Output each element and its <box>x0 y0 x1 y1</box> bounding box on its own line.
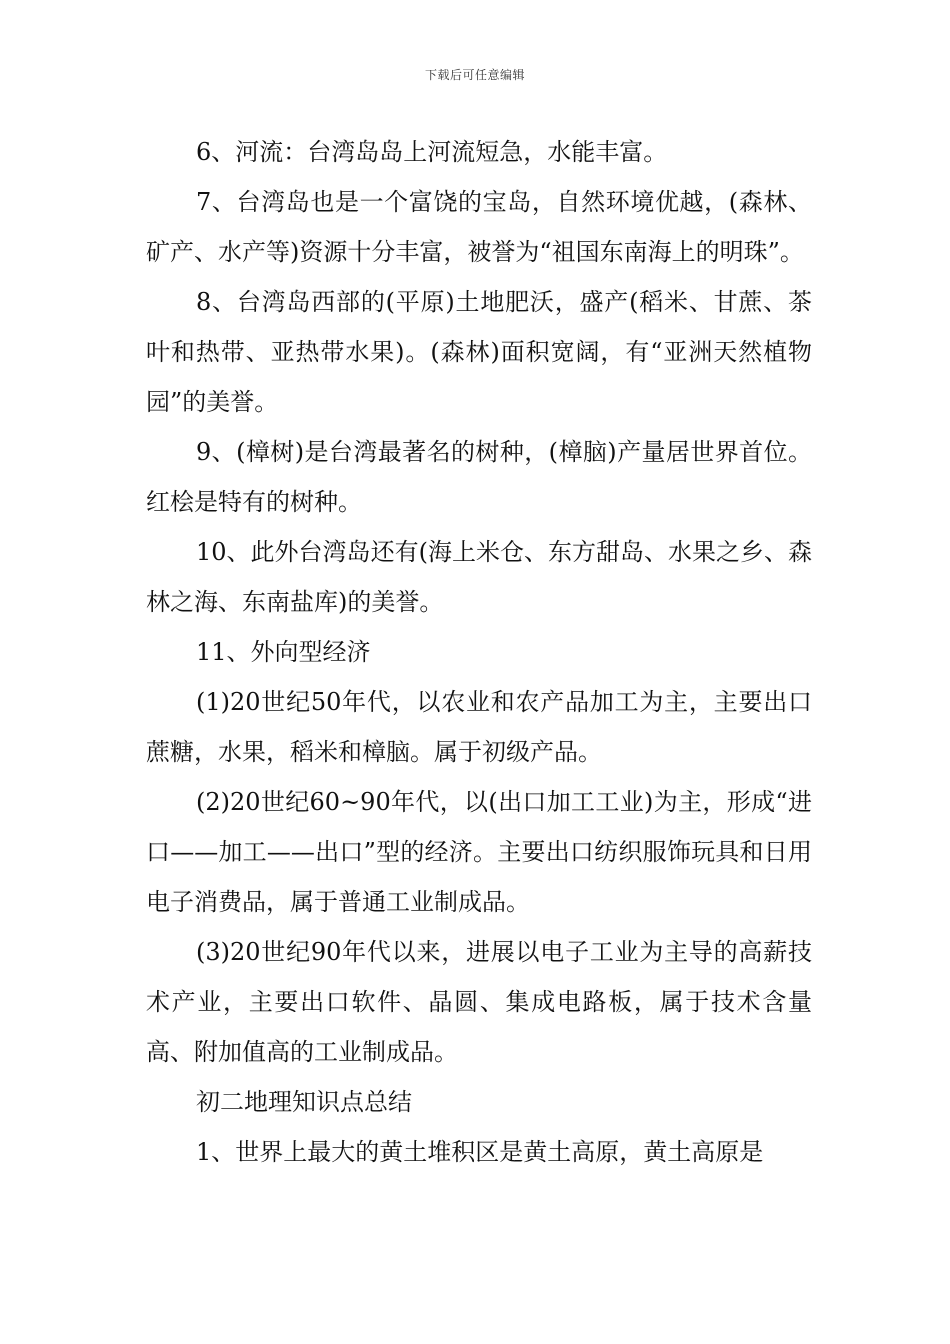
paragraph-rivers: 6、河流：台湾岛岛上河流短急，水能丰富。 <box>196 138 668 166</box>
paragraph-treasure-island: 7、台湾岛也是一个富饶的宝岛，自然环境优越，(森林、矿产、水产等)资源十分丰富，被誉为“祖国东南海上的明珠”。 <box>146 188 812 266</box>
section-heading-geography-summary: 初二地理知识点总结 <box>196 1088 412 1116</box>
document-body <box>146 127 812 1177</box>
paragraph-since-1990s: (3)20世纪90年代以来，进展以电子工业为主导的高薪技术产业，主要出口软件、晶圆、集成电路板，属于技术含量高、附加值高的工业制成品。 <box>146 938 812 1066</box>
paragraph-1950s: (1)20世纪50年代，以农业和农产品加工为主，主要出口蔗糖，水果，稻米和樟脑。属于初级产品。 <box>146 688 812 766</box>
paragraph-loess-plateau: 1、世界上最大的黄土堆积区是黄土高原，黄土高原是 <box>196 1138 764 1166</box>
paragraph-camphor-tree: 9、(樟树)是台湾最著名的树种，(樟脑)产量居世界首位。红桧是特有的树种。 <box>146 438 812 516</box>
paragraph-export-economy-heading: 11、外向型经济 <box>196 638 371 666</box>
paragraph-1960s-1990s: (2)20世纪60~90年代，以(出口加工工业)为主，形成“进口——加工——出口”型的经济。主要出口纺织服饰玩具和日用电子消费品，属于普通工业制成品。 <box>146 788 812 916</box>
page-header-note: 下载后可任意编辑 <box>424 68 525 82</box>
paragraph-reputations: 10、此外台湾岛还有(海上米仓、东方甜岛、水果之乡、森林之海、东南盐库)的美誉。 <box>146 538 812 616</box>
paragraph-western-plain: 8、台湾岛西部的(平原)土地肥沃，盛产(稻米、甘蔗、茶叶和热带、亚热带水果)。(森林)面积宽阔，有“亚洲天然植物园”的美誉。 <box>146 288 812 416</box>
